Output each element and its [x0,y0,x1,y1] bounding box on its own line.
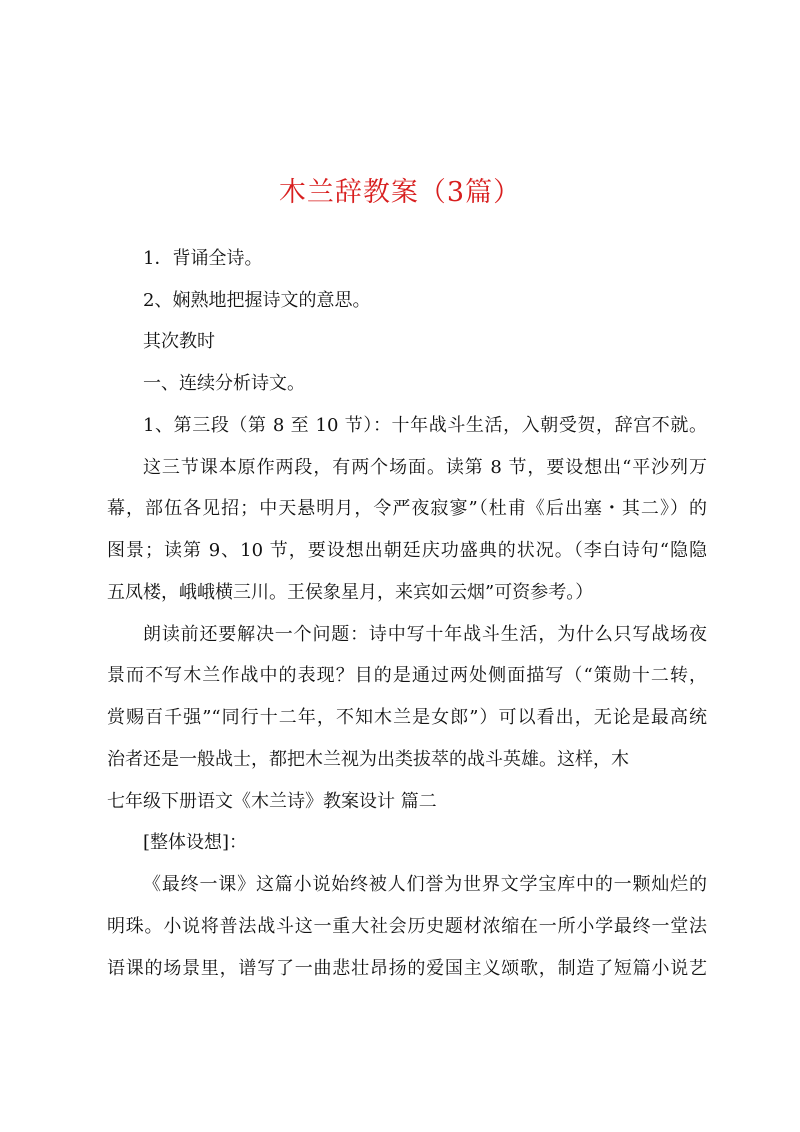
paragraph-line: 2、娴熟地把握诗文的意思。 [143,290,371,311]
paragraph-line: 治者还是一般战士，都把木兰视为出类拔萃的战斗英雄。这样，木 [107,749,629,770]
section-heading: 七年级下册语文《木兰诗》教案设计 篇二 [107,791,437,812]
paragraph-line: 一、连续分析诗文。 [143,373,305,394]
paragraph-line: 《最终一课》这篇小说始终被人们誉为世界文学宝库中的一颗灿烂的 [143,874,707,895]
document-title: 木兰辞教案（3篇） [278,177,522,208]
paragraph-line: 语课的场景里，谱写了一曲悲壮昂扬的爱国主义颂歌，制造了短篇小说艺 [107,958,707,979]
paragraph-line: 五凤楼，峨峨横三川。王侯象星月，来宾如云烟”可资参考。） [107,582,594,603]
paragraph-line: 图景；读第 9、10 节，要设想出朝廷庆功盛典的状况。（李白诗句“隐隐 [107,540,707,561]
paragraph-line: 1、第三段（第 8 至 10 节）：十年战斗生活，入朝受贺，辞宫不就。 [143,415,707,436]
paragraph-line: 景而不写木兰作战中的表现？目的是通过两处侧面描写（“策勋十二转， [107,665,707,686]
paragraph-line: [整体设想]： [143,832,248,853]
section-heading: 其次教时 [143,331,215,352]
paragraph-line: 赏赐百千强”“同行十二年，不知木兰是女郎”）可以看出，无论是最高统 [107,707,707,728]
paragraph-line: 朗读前还要解决一个问题：诗中写十年战斗生活，为什么只写战场夜 [143,624,707,645]
paragraph-line: 幕，部伍各见招；中天悬明月，令严夜寂寥”（杜甫《后出塞・其二》）的 [107,498,707,519]
paragraph-line: 这三节课本原作两段，有两个场面。读第 8 节，要设想出“平沙列万 [143,457,707,478]
paragraph-line: 1．背诵全诗。 [143,248,263,269]
paragraph-line: 明珠。小说将普法战斗这一重大社会历史题材浓缩在一所小学最终一堂法 [107,916,707,937]
